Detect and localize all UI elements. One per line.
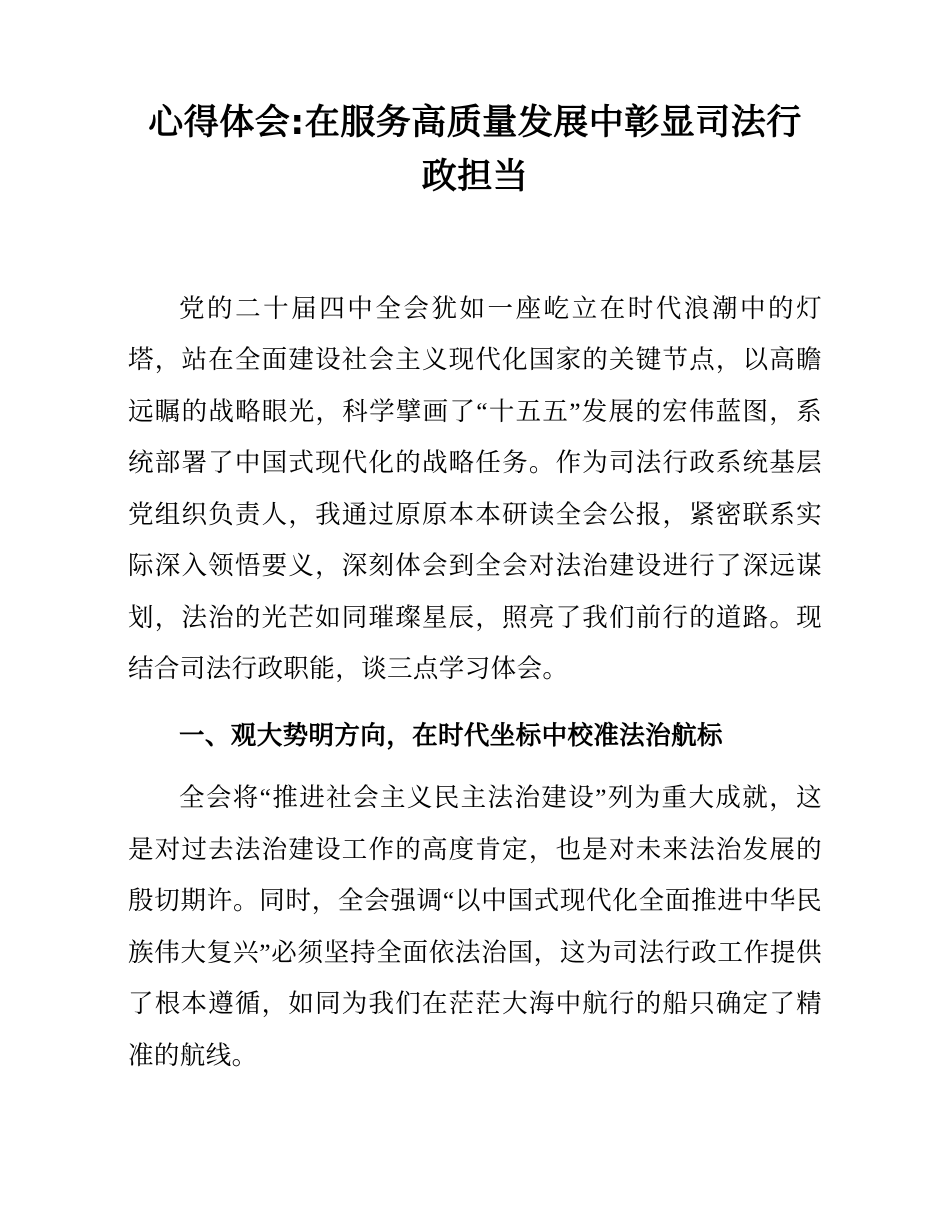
document-body	[128, 283, 822, 1082]
paragraph-intro: 党的二十届四中全会犹如一座屹立在时代浪潮中的灯塔，站在全面建设社会主义现代化国家的关键节点，以高瞻远瞩的战略眼光，科学擘画了“十五五”发展的宏伟蓝图，系统部署了中国式现代化的战略任务。作为司法行政系统基层党组织负责人，我通过原原本本研读全会公报，紧密联系实际深入领悟要义，深刻体会到全会对法治建设进行了深远谋划，法治的光芒如同璀璨星辰，照亮了我们前行的道路。现结合司法行政职能，谈三点学习体会。	[128, 293, 822, 683]
page-title: 心得体会:在服务高质量发展中彰显司法行政担当	[148, 103, 802, 198]
paragraph-section-1-body: 全会将“推进社会主义民主法治建设”列为重大成就，这是对过去法治建设工作的高度肯定，也是对未来法治发展的殷切期许。同时，全会强调“以中国式现代化全面推进中华民族伟大复兴”必须坚持全面依法治国，这为司法行政工作提供了根本遵循，如同为我们在茫茫大海中航行的船只确定了精准的航线。	[128, 783, 822, 1070]
section-heading-1: 一、观大势明方向，在时代坐标中校准法治航标	[179, 720, 723, 751]
